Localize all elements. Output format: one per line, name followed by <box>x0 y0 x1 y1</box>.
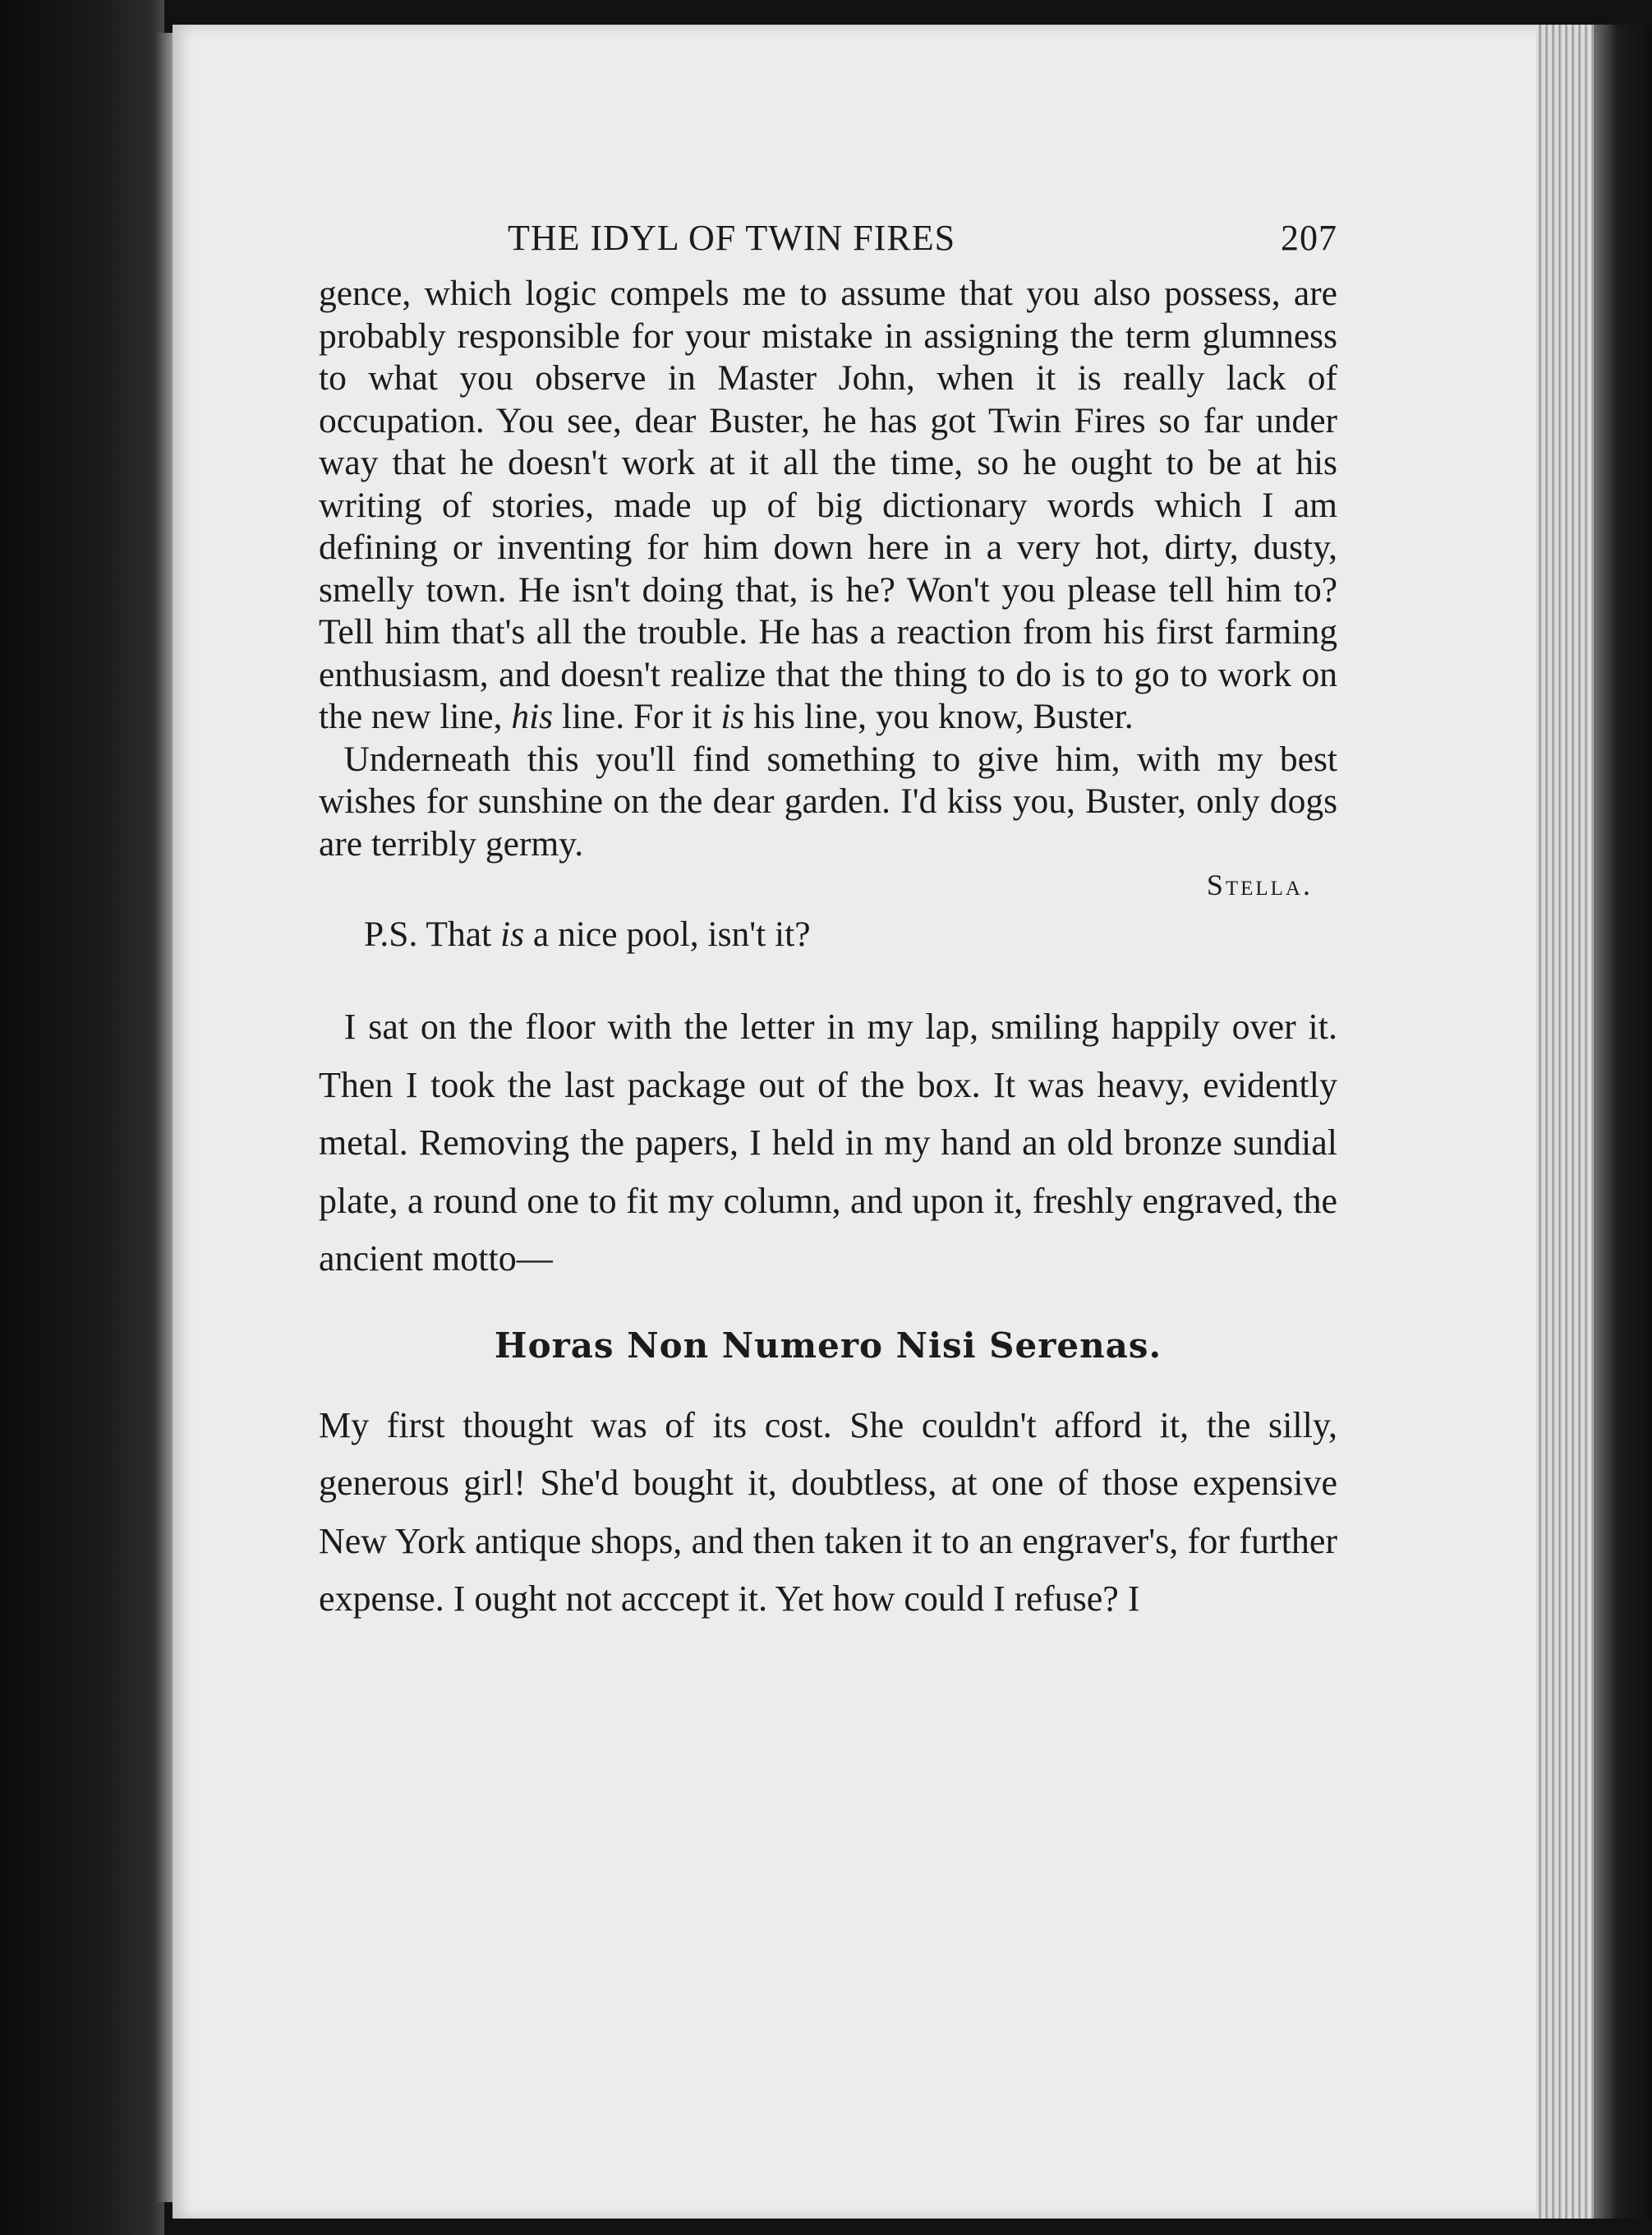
narration <box>319 998 1337 1379</box>
letter-text: his line, you know, Buster. <box>744 697 1134 736</box>
letter-postscript <box>364 910 1337 959</box>
postscript-text: a nice pool, isn't it? <box>524 915 811 954</box>
left-page-edge <box>0 0 164 2235</box>
page-text <box>319 205 1337 1629</box>
postscript-emphasis: is <box>500 915 525 954</box>
sundial-motto: Horas Non Numero Nisi Serenas. <box>494 1325 1162 1366</box>
narration-paragraph: I sat on the floor with the letter in my lap, smiling happily over it. Then I took the last package out of the box. It was heavy, evidently metal. Removing the papers, I held in my hand an old bronze sundial plate, a round one to fit my column, and upon it, freshly engraved, the ancient motto— <box>319 1007 1337 1279</box>
book-cover-edge <box>1594 25 1652 2219</box>
running-title: THE IDYL OF TWIN FIRES <box>508 218 956 258</box>
narration-continued <box>319 1397 1337 1629</box>
running-header <box>319 205 1337 273</box>
letter-paragraph: Underneath this you'll find something to give him, with my best wishes for sunshine on the dear garden. I'd kiss you, Buster, only dogs are terribly germy. <box>319 739 1337 864</box>
postscript-text: P.S. That <box>364 915 500 954</box>
page-number: 207 <box>1281 218 1337 258</box>
letter-emphasis: is <box>720 697 745 736</box>
letter-text: gence, which logic compels me to assume that you also possess, are probably responsible for your mistake in assigning the term glumness to what you observe in Master John, when it is really lack of occupation. You see, dear Buster, he has got Twin Fires so far under way that he doesn't work at it all the time, so he ought to be at his writing of stories, made up of big dictionary words which I am defining or inventing for him down here in a very hot, dirty, dusty, smelly town. He isn't doing that, is he? Won't you please tell him to? Tell him that's all the trouble. He has a reaction from his first farming enthusiasm, and doesn't realize that the thing to do is to go to work on the new line, <box>319 274 1337 736</box>
letter-signature: Stella. <box>1206 869 1313 901</box>
page-edges <box>1536 25 1598 2219</box>
letter-emphasis: his <box>511 697 554 736</box>
letter <box>319 273 1337 959</box>
narration-paragraph: My first thought was of its cost. She couldn't afford it, the silly, generous girl! She'd bought it, doubtless, at one of those expensive New York antique shops, and then taken it to an engraver's, for further expense. I ought not acccept it. Yet how could I refuse? I <box>319 1404 1337 1619</box>
letter-paragraph <box>319 273 1337 739</box>
letter-text: line. For it <box>553 697 721 736</box>
